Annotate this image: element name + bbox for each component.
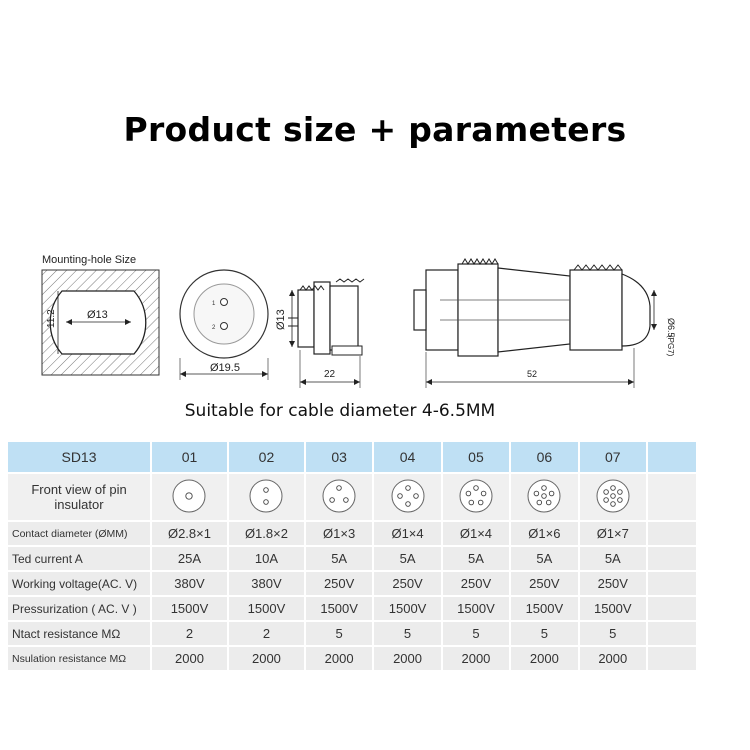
table-cell: Ø2.8×1 [152, 522, 229, 547]
table-cell: 250V [511, 572, 579, 597]
table-cell: 250V [306, 572, 374, 597]
table-cell: 2000 [511, 647, 579, 672]
pin-dot [478, 500, 483, 505]
pin-dot [405, 485, 410, 490]
pin-dot [469, 500, 474, 505]
table-cell: 2000 [306, 647, 374, 672]
empty-cell [648, 597, 698, 622]
pin-dot [405, 501, 410, 506]
row-label: Nsulation resistance MΩ [8, 647, 152, 672]
table-row [8, 547, 698, 572]
pin-layout-icon [594, 477, 632, 515]
column-header: 06 [511, 442, 579, 474]
table-cell: 2000 [443, 647, 511, 672]
spec-table [8, 442, 698, 672]
table-cell: 250V [580, 572, 648, 597]
table-cell: Ø1×4 [374, 522, 442, 547]
table-cell: 2 [229, 622, 306, 647]
column-header: 05 [443, 442, 511, 474]
column-header: 07 [580, 442, 648, 474]
svg-text:1: 1 [212, 301, 216, 307]
side-length-label: 22 [324, 369, 336, 380]
svg-text:2: 2 [212, 325, 216, 331]
table-cell: 5 [580, 622, 648, 647]
table-cell: 5A [443, 547, 511, 572]
pin-layout-icon [525, 477, 563, 515]
table-row [8, 572, 698, 597]
pin-dot [264, 499, 269, 504]
table-row [8, 647, 698, 672]
pin-dot [547, 500, 552, 505]
cable-diameter-note: Suitable for cable diameter 4-6.5MM [184, 401, 496, 421]
pin-layout-icon [247, 477, 285, 515]
pin-dot [537, 500, 542, 505]
mounting-hole-label: Mounting-hole Size [42, 254, 137, 266]
empty-cell [648, 522, 698, 547]
pin-dot [397, 493, 402, 498]
table-cell: 1500V [443, 597, 511, 622]
table-cell: 5 [306, 622, 374, 647]
hole-diameter-label: Ø13 [87, 309, 108, 321]
table-cell: 2 [152, 622, 229, 647]
front-view-label: Front view of pin insulator [8, 474, 152, 522]
pin-dot [534, 491, 539, 496]
row-label: Ntact resistance MΩ [8, 622, 152, 647]
model-header: SD13 [8, 442, 152, 474]
column-header: 03 [306, 442, 374, 474]
spec-rows [8, 522, 698, 672]
dimension-drawing [0, 240, 750, 400]
table-row [8, 522, 698, 547]
front-view-diagram [180, 270, 268, 380]
table-cell: 5 [511, 622, 579, 647]
pin-diagram-cell [580, 474, 648, 522]
row-label: Contact diameter (ØMM) [8, 522, 152, 547]
cable-diameter-label: Ø6.5 [666, 318, 676, 338]
pin-dot [542, 493, 547, 498]
pin-dot [610, 501, 615, 506]
table-cell: 10A [229, 547, 306, 572]
table-cell: 2000 [152, 647, 229, 672]
table-cell: Ø1×3 [306, 522, 374, 547]
table-cell: 2000 [374, 647, 442, 672]
assembled-view-diagram [414, 259, 676, 388]
side-diameter-label: Ø13 [275, 309, 287, 330]
row-label: Pressurization ( AC. V ) [8, 597, 152, 622]
row-label: Working voltage(AC. V) [8, 572, 152, 597]
table-cell: Ø1.8×2 [229, 522, 306, 547]
pin-dot [264, 487, 269, 492]
pin-view-row [8, 474, 698, 522]
column-header: 02 [229, 442, 306, 474]
pin-diagram-cell [229, 474, 306, 522]
table-cell: 250V [443, 572, 511, 597]
pin-layout-icon [320, 477, 358, 515]
pin-diagram-cell [511, 474, 579, 522]
table-cell: 25A [152, 547, 229, 572]
pin-dot [610, 493, 615, 498]
table-cell: 5A [306, 547, 374, 572]
pin-dot [610, 485, 615, 490]
table-cell: 5A [511, 547, 579, 572]
pin-dot [337, 485, 342, 490]
empty-cell [648, 547, 698, 572]
total-length-label: 52 [527, 369, 538, 379]
table-cell: 1500V [374, 597, 442, 622]
table-cell: 380V [229, 572, 306, 597]
page-title: Product size + parameters [123, 110, 627, 149]
pin-dot [604, 489, 609, 494]
pin-dot [466, 491, 471, 496]
table-cell: 5 [443, 622, 511, 647]
table-cell: Ø1×6 [511, 522, 579, 547]
cable-gland-label: (PG7) [666, 335, 675, 357]
table-cell: 380V [152, 572, 229, 597]
pin-dot [604, 497, 609, 502]
pin-dot [542, 485, 547, 490]
table-cell: 1500V [511, 597, 579, 622]
row-label: Ted current A [8, 547, 152, 572]
pin-diagram-cell [306, 474, 374, 522]
empty-cell [648, 647, 698, 672]
pin-dot [186, 492, 192, 498]
column-header: 04 [374, 442, 442, 474]
table-cell: 5A [580, 547, 648, 572]
column-header: 01 [152, 442, 229, 474]
empty-cell [648, 474, 698, 522]
table-cell: 1500V [580, 597, 648, 622]
pin-dot [330, 497, 335, 502]
pin-layout-icon [457, 477, 495, 515]
pin-dot [617, 489, 622, 494]
pin-layout-icon [389, 477, 427, 515]
pin-dot [413, 493, 418, 498]
table-cell: 5A [374, 547, 442, 572]
pin-layout-icon [170, 477, 208, 515]
table-cell: 1500V [306, 597, 374, 622]
pin-diagram-cell [152, 474, 229, 522]
mounting-hole-diagram [42, 254, 159, 375]
pin-dot [550, 491, 555, 496]
table-cell: Ø1×4 [443, 522, 511, 547]
table-cell: 1500V [229, 597, 306, 622]
pin-dot [617, 497, 622, 502]
pin-dot [344, 497, 349, 502]
table-cell: 2000 [229, 647, 306, 672]
table-cell: 2000 [580, 647, 648, 672]
empty-cell [648, 622, 698, 647]
table-header-row [8, 442, 698, 474]
table-cell: 5 [374, 622, 442, 647]
table-row [8, 622, 698, 647]
pin-diagram-cell [443, 474, 511, 522]
side-view-diagram [275, 279, 364, 388]
pin-dot [474, 485, 479, 490]
pin-diagram-cell [374, 474, 442, 522]
table-cell: 1500V [152, 597, 229, 622]
empty-cell [648, 572, 698, 597]
hole-flat-label: 11.2 [46, 309, 57, 328]
pin-dot [481, 491, 486, 496]
table-cell: Ø1×7 [580, 522, 648, 547]
front-diameter-label: Ø19.5 [210, 362, 240, 374]
table-row [8, 597, 698, 622]
empty-header [648, 442, 698, 474]
table-cell: 250V [374, 572, 442, 597]
